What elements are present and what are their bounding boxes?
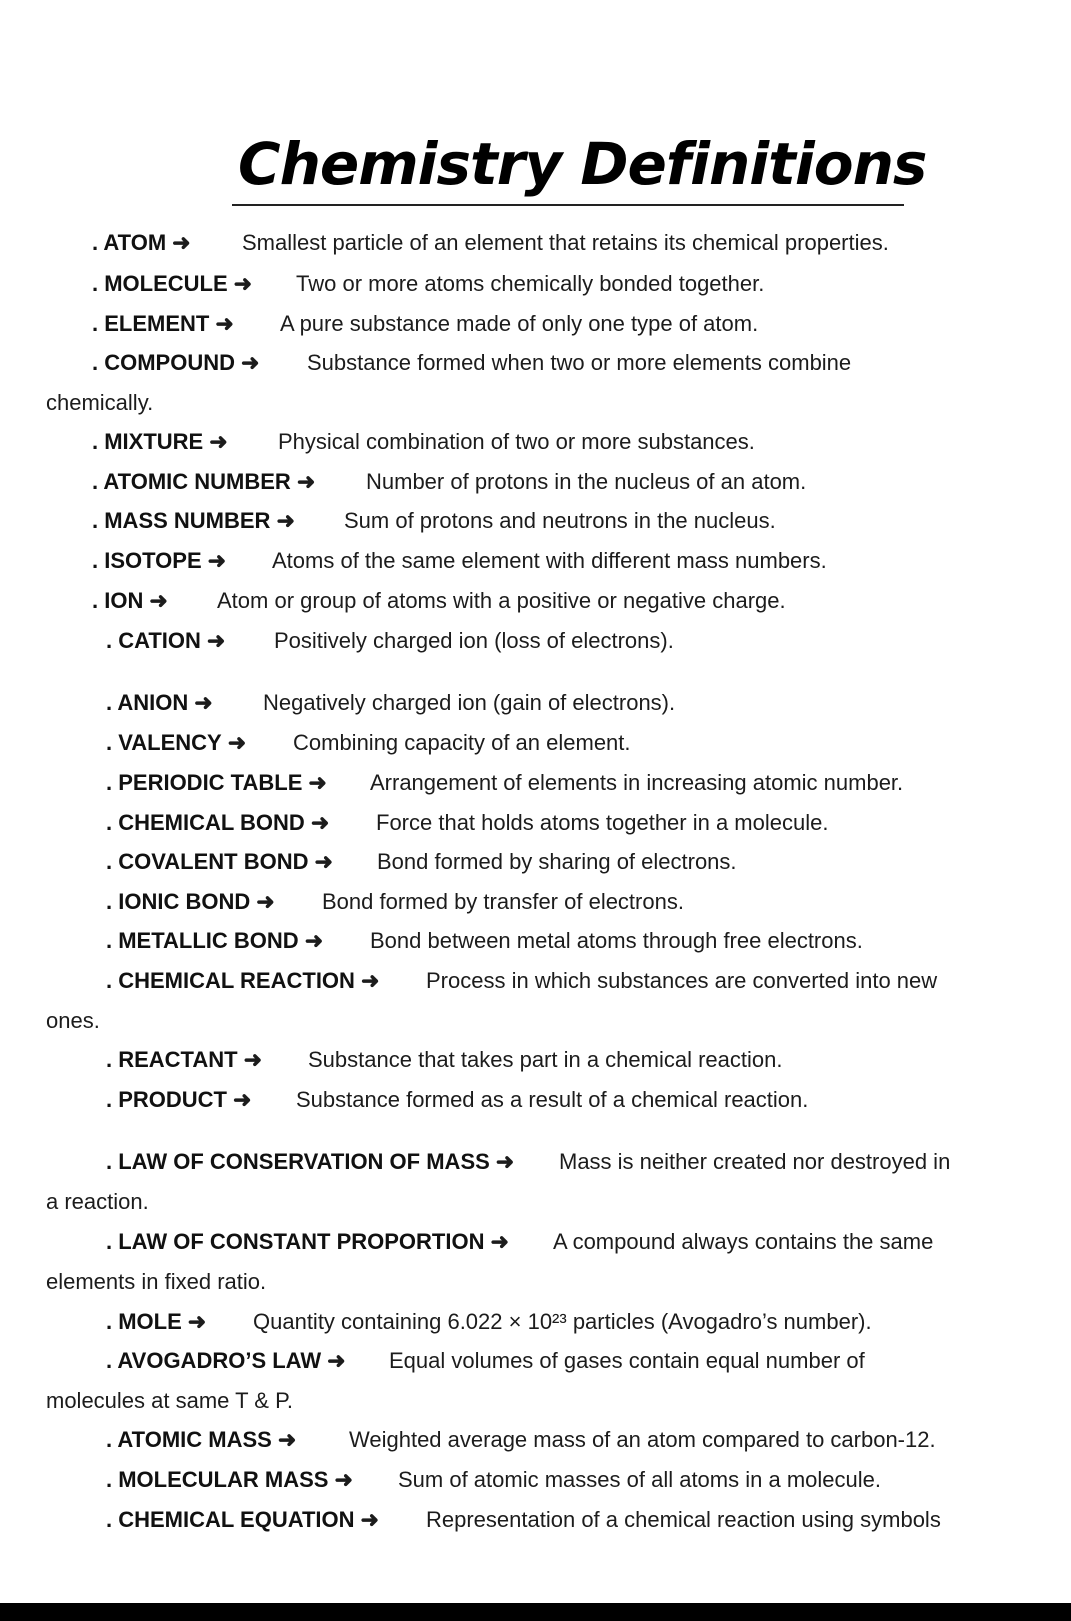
definition-term	[106, 1426, 296, 1454]
arrow-right-icon: ➜	[149, 588, 168, 613]
arrow-right-icon: ➜	[241, 350, 260, 375]
term-label: . COVALENT BOND	[106, 849, 309, 874]
arrow-right-icon: ➜	[256, 889, 275, 914]
definition-text: Equal volumes of gases contain equal number of	[389, 1348, 865, 1373]
term-label: . ANION	[106, 690, 189, 715]
definition-term	[106, 1308, 206, 1336]
definition-term	[106, 967, 379, 995]
term-label: . COMPOUND	[92, 350, 235, 375]
term-label: . MOLECULAR MASS	[106, 1467, 329, 1492]
definition-text: Atoms of the same element with different mass numbers.	[272, 548, 827, 573]
definition-text: Combining capacity of an element.	[293, 730, 631, 755]
definition-text: Atom or group of atoms with a positive or negative charge.	[217, 588, 786, 613]
definition-term	[92, 349, 259, 377]
definition-term	[106, 1506, 379, 1534]
definition-term	[106, 1347, 346, 1375]
definition-text: Bond formed by transfer of electrons.	[322, 889, 684, 914]
definition-text: Smallest particle of an element that retains its chemical properties.	[242, 230, 889, 255]
definition-term	[106, 729, 246, 757]
definition-text: A compound always contains the same	[553, 1229, 934, 1254]
arrow-right-icon: ➜	[310, 810, 330, 835]
term-label: . MOLECULE	[92, 271, 228, 296]
arrow-right-icon: ➜	[276, 508, 295, 533]
definition-term	[106, 927, 323, 955]
definition-text: Weighted average mass of an atom compared to carbon-12.	[349, 1427, 936, 1452]
definition-continuation: ones.	[46, 1008, 100, 1033]
definition-term	[92, 310, 234, 338]
definition-text: Substance formed as a result of a chemical reaction.	[296, 1087, 809, 1112]
definition-text: Sum of atomic masses of all atoms in a molecule.	[398, 1467, 881, 1492]
arrow-right-icon: ➜	[194, 690, 213, 715]
arrow-right-icon: ➜	[215, 311, 234, 336]
page-title: Chemistry Definitions	[238, 130, 927, 198]
arrow-right-icon: ➜	[334, 1467, 353, 1492]
term-label: . CHEMICAL EQUATION	[106, 1507, 355, 1532]
term-label: . ATOMIC NUMBER	[92, 469, 291, 494]
arrow-right-icon: ➜	[227, 730, 247, 755]
arrow-right-icon: ➜	[187, 1309, 207, 1334]
arrow-right-icon: ➜	[360, 968, 380, 993]
definition-term	[92, 587, 168, 615]
definition-text: Representation of a chemical reaction using symbols	[426, 1507, 941, 1532]
definition-term	[106, 1148, 514, 1176]
arrow-right-icon: ➜	[233, 271, 253, 296]
term-label: . PERIODIC TABLE	[106, 770, 303, 795]
definition-text: Process in which substances are converted into new	[426, 968, 938, 993]
definition-text: Number of protons in the nucleus of an atom.	[366, 469, 807, 494]
definition-continuation: a reaction.	[46, 1189, 149, 1214]
term-label: . CHEMICAL BOND	[106, 810, 305, 835]
term-label: . PRODUCT	[106, 1087, 227, 1112]
term-label: . MOLE	[106, 1309, 182, 1334]
title-underline	[232, 204, 904, 206]
definition-text: Negatively charged ion (gain of electrons).	[263, 690, 676, 715]
definition-continuation: elements in fixed ratio.	[46, 1269, 267, 1294]
definition-term	[92, 547, 226, 575]
definition-term	[106, 888, 275, 916]
arrow-right-icon: ➜	[490, 1229, 509, 1254]
definition-text: Mass is neither created nor destroyed in	[559, 1149, 951, 1174]
definition-term	[92, 507, 295, 535]
definition-term	[106, 1046, 262, 1074]
definition-term	[106, 689, 213, 717]
term-label: . MASS NUMBER	[92, 508, 271, 533]
arrow-right-icon: ➜	[495, 1149, 515, 1174]
term-label: . AVOGADRO’S LAW	[106, 1348, 322, 1373]
bottom-bar	[0, 1603, 1071, 1621]
term-label: . LAW OF CONSERVATION OF MASS	[106, 1149, 490, 1174]
arrow-right-icon: ➜	[207, 548, 227, 573]
term-label: . LAW OF CONSTANT PROPORTION	[106, 1229, 485, 1254]
arrow-right-icon: ➜	[233, 1087, 252, 1112]
arrow-right-icon: ➜	[327, 1348, 346, 1373]
definition-term	[92, 270, 252, 298]
arrow-right-icon: ➜	[304, 928, 324, 953]
definition-text: Substance formed when two or more elements combine	[307, 350, 852, 375]
definition-text: Positively charged ion (loss of electrons).	[274, 628, 674, 653]
arrow-right-icon: ➜	[277, 1427, 297, 1452]
term-label: . ATOMIC MASS	[106, 1427, 272, 1452]
term-label: . CATION	[106, 628, 201, 653]
arrow-right-icon: ➜	[243, 1047, 263, 1072]
term-label: . VALENCY	[106, 730, 222, 755]
arrow-right-icon: ➜	[308, 770, 327, 795]
definition-text: Quantity containing 6.022 × 10²³ particles (Avogadro’s number).	[253, 1309, 872, 1334]
arrow-right-icon: ➜	[296, 469, 316, 494]
arrow-right-icon: ➜	[206, 628, 226, 653]
definition-term	[106, 1086, 251, 1114]
definition-term	[106, 1228, 509, 1256]
definition-text: Bond formed by sharing of electrons.	[377, 849, 737, 874]
definition-text: Bond between metal atoms through free electrons.	[370, 928, 863, 953]
definition-term	[106, 848, 333, 876]
term-label: . ELEMENT	[92, 311, 210, 336]
definition-text: A pure substance made of only one type of atom.	[280, 311, 759, 336]
definition-text: Force that holds atoms together in a molecule.	[376, 810, 829, 835]
definition-text: Physical combination of two or more substances.	[278, 429, 755, 454]
term-label: . ION	[92, 588, 144, 613]
arrow-right-icon: ➜	[209, 429, 228, 454]
definition-continuation: chemically.	[46, 390, 154, 415]
definition-term	[106, 1466, 353, 1494]
definition-text: Two or more atoms chemically bonded together.	[296, 271, 765, 296]
definition-continuation: molecules at same T & P.	[46, 1388, 294, 1413]
term-label: . ISOTOPE	[92, 548, 202, 573]
arrow-right-icon: ➜	[172, 230, 191, 255]
definition-text: Arrangement of elements in increasing atomic number.	[370, 770, 904, 795]
term-label: . CHEMICAL REACTION	[106, 968, 355, 993]
term-label: . METALLIC BOND	[106, 928, 299, 953]
arrow-right-icon: ➜	[314, 849, 333, 874]
definition-term	[106, 627, 225, 655]
definition-text: Sum of protons and neutrons in the nucleus.	[344, 508, 776, 533]
arrow-right-icon: ➜	[360, 1507, 379, 1532]
term-label: . MIXTURE	[92, 429, 204, 454]
definition-term	[106, 809, 329, 837]
definition-text: Substance that takes part in a chemical reaction.	[308, 1047, 783, 1072]
definition-term	[92, 229, 191, 257]
definition-term	[92, 428, 228, 456]
term-label: . IONIC BOND	[106, 889, 251, 914]
term-label: . ATOM	[92, 230, 167, 255]
definition-term	[106, 769, 327, 797]
term-label: . REACTANT	[106, 1047, 238, 1072]
definition-term	[92, 468, 315, 496]
